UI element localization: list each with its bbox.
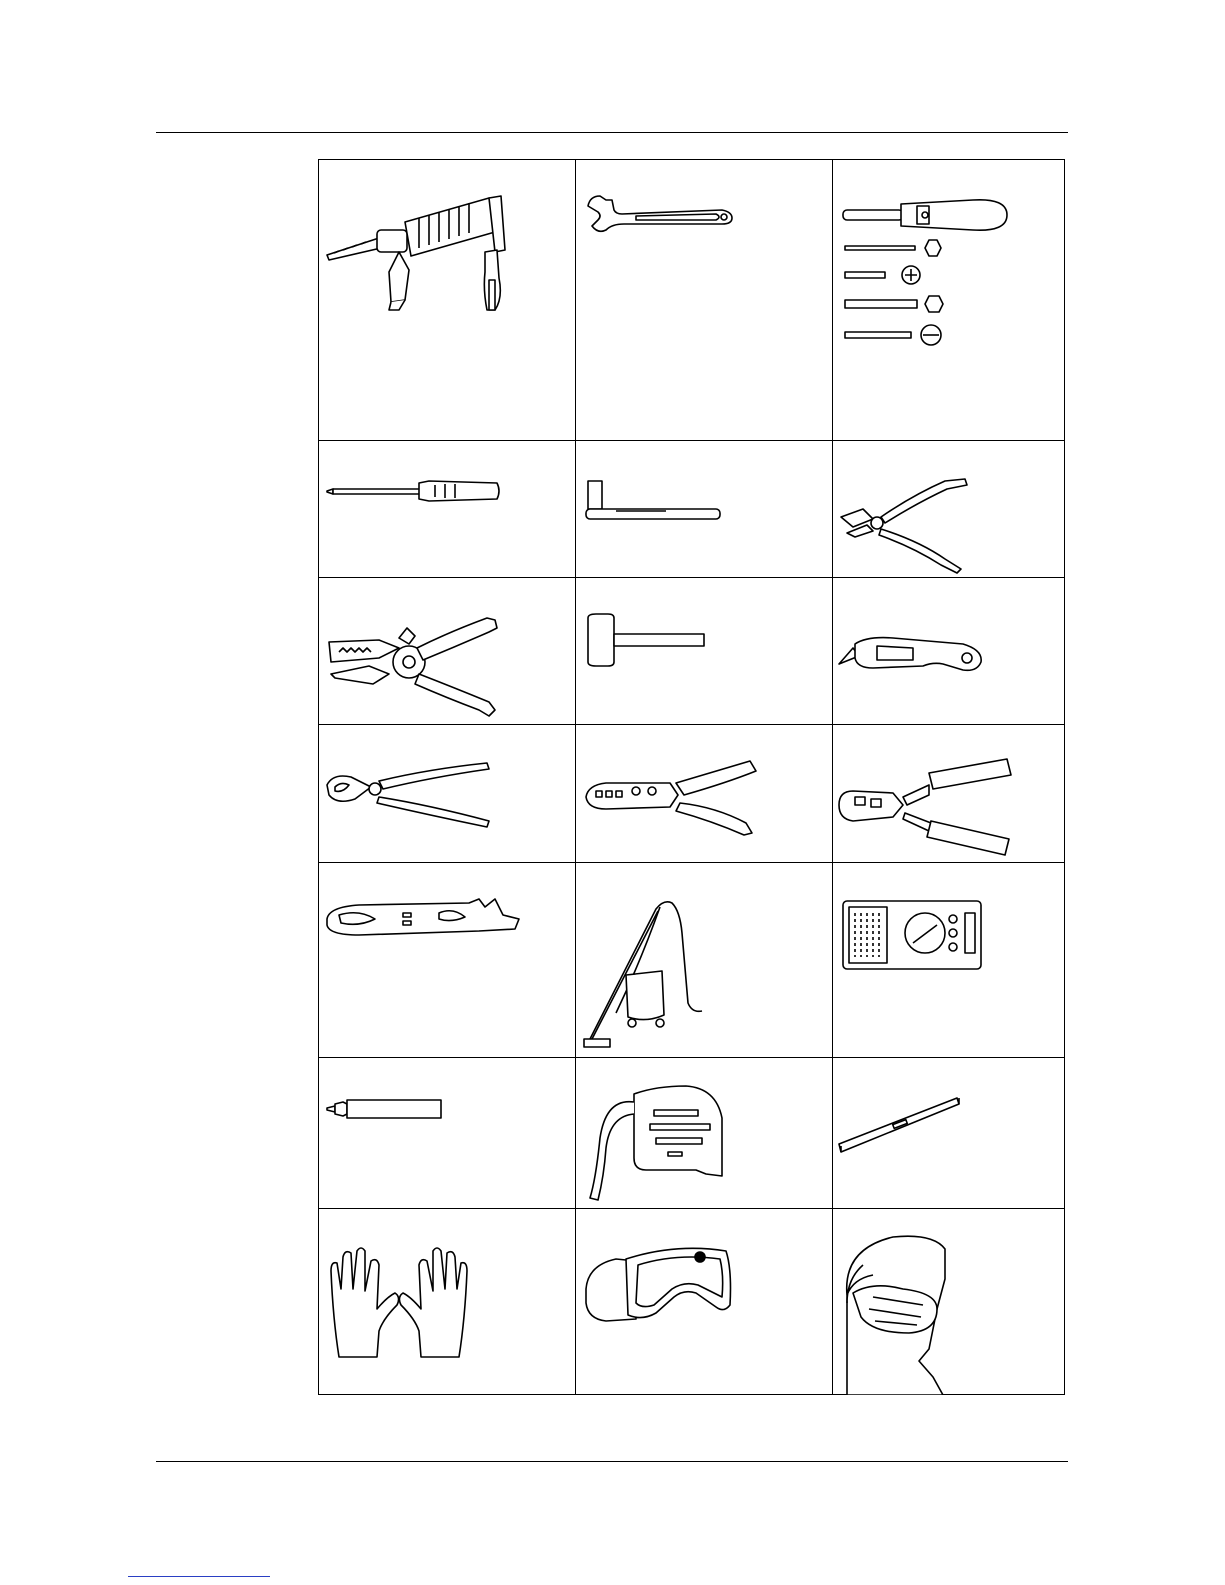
footer-link-underline[interactable] [128, 1576, 270, 1577]
level-icon [833, 1058, 1065, 1209]
measuring-tape-icon [576, 1058, 833, 1209]
crimping-tool-icon [576, 725, 833, 863]
cable-stripper-icon [319, 863, 576, 1058]
tool-cell [833, 441, 1065, 578]
tool-cell [319, 578, 576, 725]
tool-cell [833, 1209, 1065, 1395]
adjustable-wrench-icon [576, 160, 833, 441]
flat-head-screwdriver-icon [319, 441, 576, 578]
table-row [319, 1058, 1065, 1209]
tool-cell [833, 578, 1065, 725]
tool-cell [576, 1058, 833, 1209]
table-row [319, 160, 1065, 441]
tool-cell [319, 725, 576, 863]
header-rule [156, 132, 1068, 133]
multimeter-icon [833, 863, 1065, 1058]
rubber-mallet-icon [576, 578, 833, 725]
tool-cell [576, 1209, 833, 1395]
wire-stripper-icon [319, 578, 576, 725]
tool-cell [319, 863, 576, 1058]
socket-wrench-icon [576, 441, 833, 578]
tool-cell [576, 578, 833, 725]
tool-cell [576, 441, 833, 578]
utility-knife-icon [833, 578, 1065, 725]
dust-mask-icon [833, 1209, 1065, 1395]
tool-cell [833, 725, 1065, 863]
tool-cell [833, 863, 1065, 1058]
table-row [319, 441, 1065, 578]
tool-cell [319, 160, 576, 441]
tool-cell [576, 863, 833, 1058]
tool-cell [833, 1058, 1065, 1209]
table-row [319, 863, 1065, 1058]
tool-cell [319, 441, 576, 578]
tool-cell [576, 160, 833, 441]
tool-cell [833, 160, 1065, 441]
table-row [319, 578, 1065, 725]
tool-cell [319, 1209, 576, 1395]
tool-cell [576, 725, 833, 863]
diagonal-pliers-icon [833, 441, 1065, 578]
rj45-crimping-tool-icon [833, 725, 1065, 863]
table-row [319, 725, 1065, 863]
tools-table [318, 159, 1065, 1395]
marker-icon [319, 1058, 576, 1209]
safety-goggles-icon [576, 1209, 833, 1395]
hammer-drill-icon [319, 160, 576, 441]
footer-rule [156, 1461, 1068, 1462]
protective-gloves-icon [319, 1209, 576, 1395]
table-row [319, 1209, 1065, 1395]
cable-cutter-icon [319, 725, 576, 863]
torque-screwdriver-with-bits-icon [833, 160, 1065, 441]
vacuum-cleaner-icon [576, 863, 833, 1058]
tool-cell [319, 1058, 576, 1209]
